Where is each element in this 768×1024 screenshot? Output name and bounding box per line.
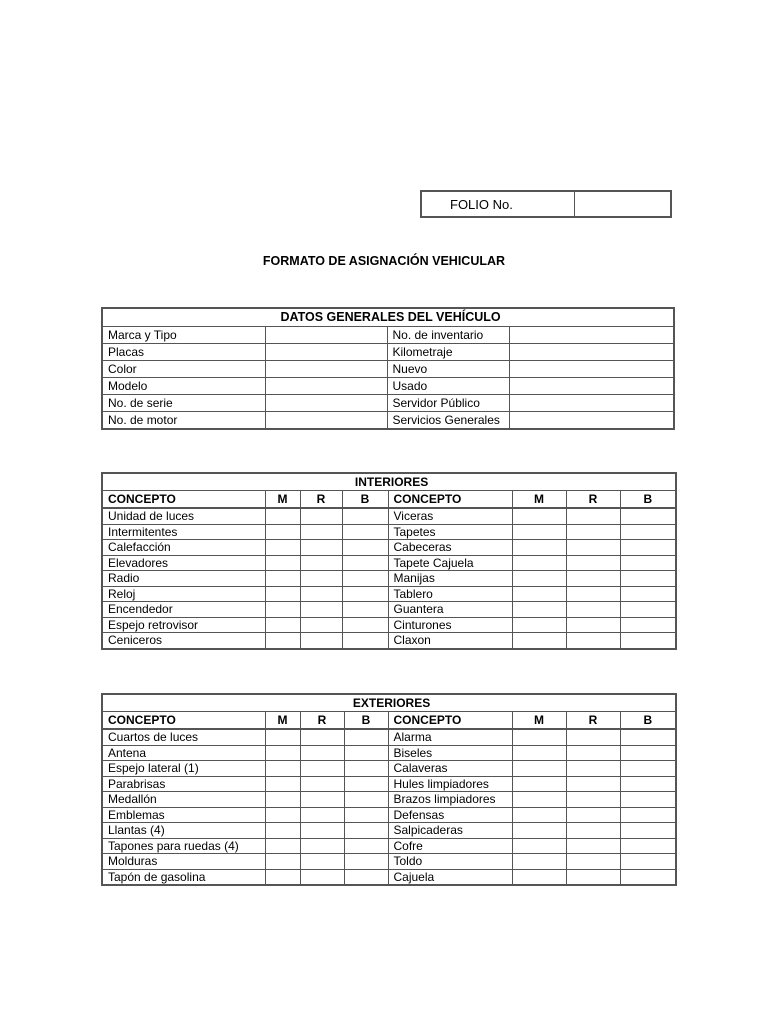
datos-row <box>102 412 674 430</box>
rating-m-checkbox[interactable] <box>265 524 300 540</box>
inspection-row <box>102 602 676 618</box>
rating-m-checkbox[interactable] <box>265 745 300 761</box>
field-label: Marca y Tipo <box>102 327 265 344</box>
concept-label: Llantas (4) <box>102 823 265 839</box>
concept-label: Tapete Cajuela <box>388 555 512 571</box>
rating-b-checkbox[interactable] <box>344 729 388 745</box>
rating-m-checkbox[interactable] <box>265 602 300 618</box>
rating-r-checkbox[interactable] <box>300 617 342 633</box>
rating-b-checkbox[interactable] <box>344 745 388 761</box>
column-header-m: M <box>265 491 300 509</box>
datos-row <box>102 395 674 412</box>
rating-b-checkbox[interactable] <box>620 508 676 524</box>
rating-m-checkbox[interactable] <box>265 869 300 885</box>
inspection-row <box>102 838 676 854</box>
rating-r-checkbox[interactable] <box>300 524 342 540</box>
folio-field[interactable] <box>575 191 672 217</box>
datos-generales-heading: DATOS GENERALES DEL VEHÍCULO <box>102 308 674 327</box>
field-value-input[interactable] <box>265 378 387 395</box>
datos-row <box>102 344 674 361</box>
rating-m-checkbox[interactable] <box>512 508 566 524</box>
rating-r-checkbox[interactable] <box>566 838 620 854</box>
rating-b-checkbox[interactable] <box>620 617 676 633</box>
rating-r-checkbox[interactable] <box>300 729 344 745</box>
rating-r-checkbox[interactable] <box>300 792 344 808</box>
rating-r-checkbox[interactable] <box>566 761 620 777</box>
rating-r-checkbox[interactable] <box>566 745 620 761</box>
exteriores-table <box>101 693 677 886</box>
field-value-input[interactable] <box>509 327 674 344</box>
rating-m-checkbox[interactable] <box>265 633 300 649</box>
rating-r-checkbox[interactable] <box>300 540 342 556</box>
rating-b-checkbox[interactable] <box>620 838 676 854</box>
rating-b-checkbox[interactable] <box>342 571 388 587</box>
concept-label: Radio <box>102 571 265 587</box>
rating-m-checkbox[interactable] <box>512 586 566 602</box>
field-value-input[interactable] <box>265 412 387 430</box>
rating-r-checkbox[interactable] <box>566 555 620 571</box>
concept-label: Viceras <box>388 508 512 524</box>
column-header-m: M <box>265 712 300 730</box>
rating-b-checkbox[interactable] <box>620 602 676 618</box>
concept-label: Medallón <box>102 792 265 808</box>
rating-m-checkbox[interactable] <box>265 586 300 602</box>
rating-b-checkbox[interactable] <box>344 823 388 839</box>
rating-r-checkbox[interactable] <box>300 854 344 870</box>
field-label: Usado <box>387 378 509 395</box>
rating-b-checkbox[interactable] <box>620 761 676 777</box>
rating-m-checkbox[interactable] <box>512 540 566 556</box>
folio-label: FOLIO No. <box>421 191 575 217</box>
column-header-concepto: CONCEPTO <box>102 491 265 509</box>
inspection-row <box>102 807 676 823</box>
field-label: No. de serie <box>102 395 265 412</box>
rating-b-checkbox[interactable] <box>620 729 676 745</box>
rating-r-checkbox[interactable] <box>566 571 620 587</box>
rating-b-checkbox[interactable] <box>620 571 676 587</box>
column-header-b: B <box>342 491 388 509</box>
rating-r-checkbox[interactable] <box>566 508 620 524</box>
concept-label: Salpicaderas <box>388 823 512 839</box>
folio-box <box>420 190 672 218</box>
rating-r-checkbox[interactable] <box>566 729 620 745</box>
inspection-row <box>102 729 676 745</box>
rating-b-checkbox[interactable] <box>620 776 676 792</box>
column-header-r: R <box>566 491 620 509</box>
rating-m-checkbox[interactable] <box>265 555 300 571</box>
inspection-row <box>102 617 676 633</box>
rating-b-checkbox[interactable] <box>342 524 388 540</box>
field-label: No. de inventario <box>387 327 509 344</box>
rating-m-checkbox[interactable] <box>512 823 566 839</box>
field-label: No. de motor <box>102 412 265 430</box>
inspection-row <box>102 540 676 556</box>
rating-b-checkbox[interactable] <box>620 869 676 885</box>
rating-m-checkbox[interactable] <box>512 633 566 649</box>
column-header-concepto: CONCEPTO <box>102 712 265 730</box>
rating-r-checkbox[interactable] <box>300 838 344 854</box>
concept-label: Parabrisas <box>102 776 265 792</box>
datos-row <box>102 361 674 378</box>
field-value-input[interactable] <box>265 327 387 344</box>
rating-m-checkbox[interactable] <box>512 792 566 808</box>
column-header-concepto: CONCEPTO <box>388 491 512 509</box>
rating-b-checkbox[interactable] <box>342 617 388 633</box>
field-label: Placas <box>102 344 265 361</box>
field-value-input[interactable] <box>265 361 387 378</box>
rating-m-checkbox[interactable] <box>512 617 566 633</box>
field-label: Modelo <box>102 378 265 395</box>
concept-label: Molduras <box>102 854 265 870</box>
rating-r-checkbox[interactable] <box>566 792 620 808</box>
rating-r-checkbox[interactable] <box>566 776 620 792</box>
concept-label: Manijas <box>388 571 512 587</box>
field-value-input[interactable] <box>509 361 674 378</box>
rating-b-checkbox[interactable] <box>620 524 676 540</box>
column-header-b: B <box>620 712 676 730</box>
rating-m-checkbox[interactable] <box>512 761 566 777</box>
rating-m-checkbox[interactable] <box>265 729 300 745</box>
rating-r-checkbox[interactable] <box>566 869 620 885</box>
rating-m-checkbox[interactable] <box>265 792 300 808</box>
field-label: Color <box>102 361 265 378</box>
rating-m-checkbox[interactable] <box>265 540 300 556</box>
rating-b-checkbox[interactable] <box>342 508 388 524</box>
column-header-r: R <box>566 712 620 730</box>
concept-label: Biseles <box>388 745 512 761</box>
rating-r-checkbox[interactable] <box>300 633 342 649</box>
interiores-header-row <box>102 491 676 509</box>
rating-r-checkbox[interactable] <box>566 602 620 618</box>
rating-r-checkbox[interactable] <box>566 524 620 540</box>
concept-label: Calefacción <box>102 540 265 556</box>
rating-r-checkbox[interactable] <box>566 586 620 602</box>
field-label: Kilometraje <box>387 344 509 361</box>
rating-m-checkbox[interactable] <box>265 508 300 524</box>
rating-m-checkbox[interactable] <box>265 617 300 633</box>
rating-b-checkbox[interactable] <box>620 540 676 556</box>
concept-label: Antena <box>102 745 265 761</box>
inspection-row <box>102 555 676 571</box>
rating-r-checkbox[interactable] <box>300 776 344 792</box>
concept-label: Unidad de luces <box>102 508 265 524</box>
column-header-r: R <box>300 491 342 509</box>
inspection-row <box>102 524 676 540</box>
inspection-row <box>102 823 676 839</box>
rating-m-checkbox[interactable] <box>265 761 300 777</box>
field-value-input[interactable] <box>509 378 674 395</box>
rating-m-checkbox[interactable] <box>512 555 566 571</box>
concept-label: Tapetes <box>388 524 512 540</box>
datos-row <box>102 327 674 344</box>
field-value-input[interactable] <box>509 412 674 430</box>
column-header-concepto: CONCEPTO <box>388 712 512 730</box>
rating-m-checkbox[interactable] <box>512 729 566 745</box>
rating-b-checkbox[interactable] <box>620 586 676 602</box>
rating-r-checkbox[interactable] <box>300 586 342 602</box>
inspection-row <box>102 776 676 792</box>
rating-r-checkbox[interactable] <box>566 633 620 649</box>
rating-m-checkbox[interactable] <box>265 823 300 839</box>
rating-r-checkbox[interactable] <box>566 807 620 823</box>
rating-b-checkbox[interactable] <box>344 838 388 854</box>
rating-b-checkbox[interactable] <box>620 555 676 571</box>
interiores-heading: INTERIORES <box>102 473 676 491</box>
rating-r-checkbox[interactable] <box>300 571 342 587</box>
inspection-row <box>102 792 676 808</box>
concept-label: Cabeceras <box>388 540 512 556</box>
rating-b-checkbox[interactable] <box>620 807 676 823</box>
field-label: Servicios Generales <box>387 412 509 430</box>
column-header-m: M <box>512 712 566 730</box>
rating-m-checkbox[interactable] <box>512 602 566 618</box>
rating-m-checkbox[interactable] <box>512 745 566 761</box>
concept-label: Brazos limpiadores <box>388 792 512 808</box>
concept-label: Elevadores <box>102 555 265 571</box>
rating-b-checkbox[interactable] <box>620 854 676 870</box>
concept-label: Ceniceros <box>102 633 265 649</box>
field-value-input[interactable] <box>509 344 674 361</box>
inspection-row <box>102 586 676 602</box>
concept-label: Toldo <box>388 854 512 870</box>
concept-label: Emblemas <box>102 807 265 823</box>
rating-b-checkbox[interactable] <box>620 823 676 839</box>
inspection-row <box>102 571 676 587</box>
rating-m-checkbox[interactable] <box>265 776 300 792</box>
rating-m-checkbox[interactable] <box>265 854 300 870</box>
inspection-row <box>102 508 676 524</box>
concept-label: Hules limpiadores <box>388 776 512 792</box>
rating-r-checkbox[interactable] <box>300 869 344 885</box>
datos-generales-table <box>101 307 675 430</box>
concept-label: Tapones para ruedas (4) <box>102 838 265 854</box>
rating-r-checkbox[interactable] <box>300 508 342 524</box>
rating-m-checkbox[interactable] <box>512 776 566 792</box>
rating-b-checkbox[interactable] <box>344 869 388 885</box>
rating-r-checkbox[interactable] <box>566 617 620 633</box>
rating-m-checkbox[interactable] <box>512 807 566 823</box>
column-header-b: B <box>620 491 676 509</box>
rating-m-checkbox[interactable] <box>512 838 566 854</box>
concept-label: Tablero <box>388 586 512 602</box>
rating-m-checkbox[interactable] <box>512 854 566 870</box>
rating-r-checkbox[interactable] <box>300 761 344 777</box>
rating-r-checkbox[interactable] <box>300 823 344 839</box>
rating-m-checkbox[interactable] <box>512 869 566 885</box>
inspection-row <box>102 761 676 777</box>
rating-b-checkbox[interactable] <box>342 586 388 602</box>
rating-r-checkbox[interactable] <box>566 823 620 839</box>
concept-label: Cinturones <box>388 617 512 633</box>
field-label: Servidor Público <box>387 395 509 412</box>
interiores-table <box>101 472 677 650</box>
concept-label: Guantera <box>388 602 512 618</box>
rating-b-checkbox[interactable] <box>344 776 388 792</box>
concept-label: Cofre <box>388 838 512 854</box>
field-value-input[interactable] <box>265 395 387 412</box>
field-value-input[interactable] <box>509 395 674 412</box>
rating-b-checkbox[interactable] <box>342 602 388 618</box>
rating-m-checkbox[interactable] <box>512 571 566 587</box>
rating-r-checkbox[interactable] <box>566 854 620 870</box>
rating-b-checkbox[interactable] <box>342 540 388 556</box>
rating-m-checkbox[interactable] <box>265 571 300 587</box>
column-header-m: M <box>512 491 566 509</box>
exteriores-heading: EXTERIORES <box>102 694 676 712</box>
rating-r-checkbox[interactable] <box>300 745 344 761</box>
concept-label: Reloj <box>102 586 265 602</box>
rating-b-checkbox[interactable] <box>344 761 388 777</box>
concept-label: Claxon <box>388 633 512 649</box>
exteriores-header-row <box>102 712 676 730</box>
concept-label: Cajuela <box>388 869 512 885</box>
rating-b-checkbox[interactable] <box>342 633 388 649</box>
rating-b-checkbox[interactable] <box>344 854 388 870</box>
concept-label: Espejo lateral (1) <box>102 761 265 777</box>
rating-b-checkbox[interactable] <box>342 555 388 571</box>
rating-b-checkbox[interactable] <box>620 633 676 649</box>
inspection-row <box>102 869 676 885</box>
rating-r-checkbox[interactable] <box>300 807 344 823</box>
inspection-row <box>102 745 676 761</box>
concept-label: Cuartos de luces <box>102 729 265 745</box>
rating-r-checkbox[interactable] <box>300 555 342 571</box>
rating-m-checkbox[interactable] <box>265 838 300 854</box>
rating-m-checkbox[interactable] <box>512 524 566 540</box>
field-label: Nuevo <box>387 361 509 378</box>
concept-label: Intermitentes <box>102 524 265 540</box>
concept-label: Tapón de gasolina <box>102 869 265 885</box>
inspection-row <box>102 854 676 870</box>
rating-b-checkbox[interactable] <box>620 792 676 808</box>
concept-label: Alarma <box>388 729 512 745</box>
concept-label: Espejo retrovisor <box>102 617 265 633</box>
rating-m-checkbox[interactable] <box>265 807 300 823</box>
column-header-b: B <box>344 712 388 730</box>
concept-label: Encendedor <box>102 602 265 618</box>
field-value-input[interactable] <box>265 344 387 361</box>
rating-b-checkbox[interactable] <box>344 792 388 808</box>
rating-r-checkbox[interactable] <box>566 540 620 556</box>
concept-label: Calaveras <box>388 761 512 777</box>
column-header-r: R <box>300 712 344 730</box>
concept-label: Defensas <box>388 807 512 823</box>
datos-row <box>102 378 674 395</box>
rating-b-checkbox[interactable] <box>344 807 388 823</box>
inspection-row <box>102 633 676 649</box>
rating-b-checkbox[interactable] <box>620 745 676 761</box>
document-title: FORMATO DE ASIGNACIÓN VEHICULAR <box>262 254 506 268</box>
rating-r-checkbox[interactable] <box>300 602 342 618</box>
